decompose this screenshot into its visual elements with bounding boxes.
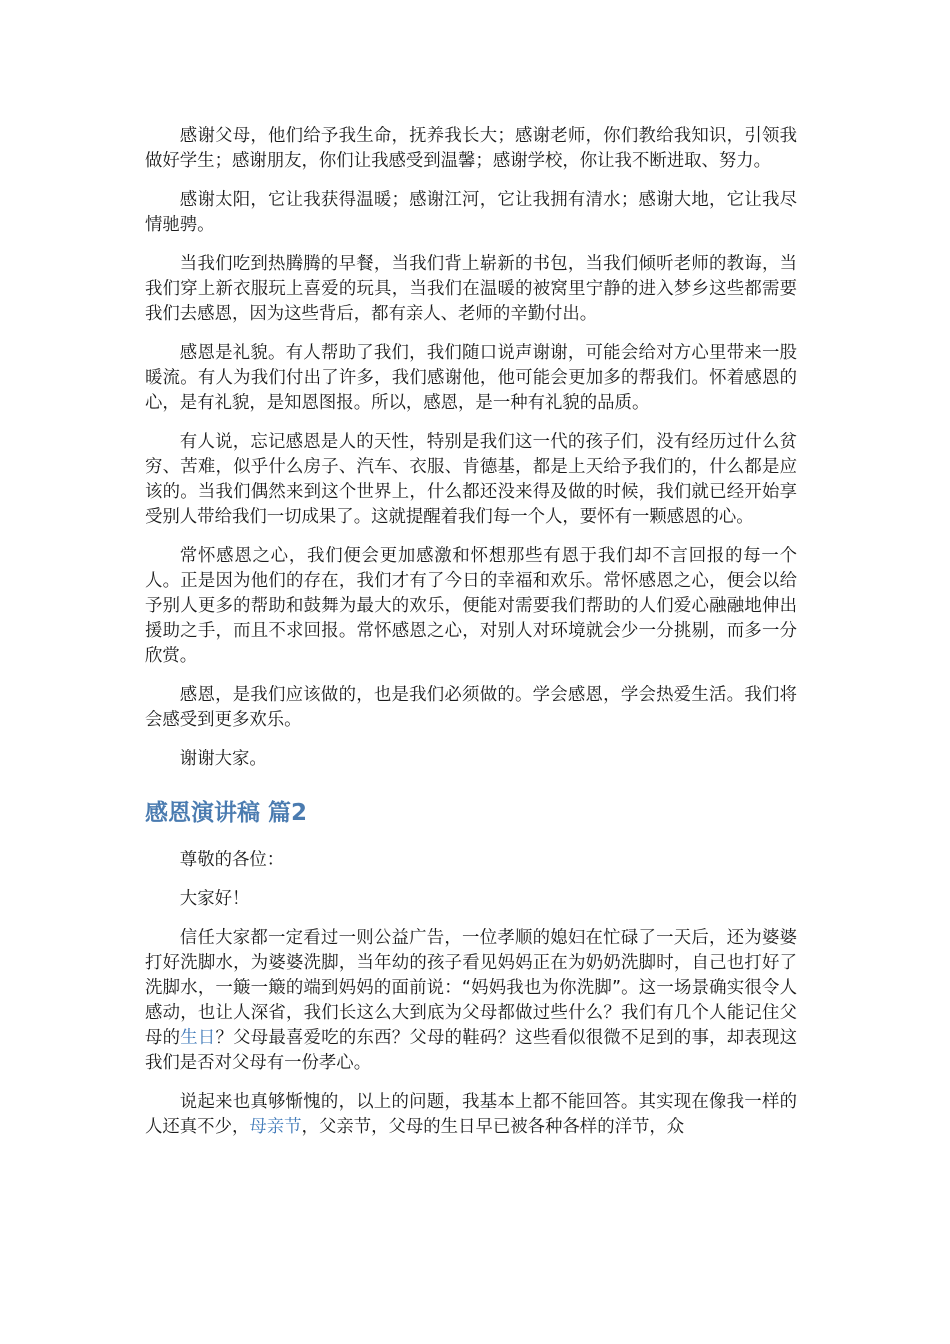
salutation: 尊敬的各位： [179, 850, 285, 870]
paragraph: 常怀感恩之心，我们便会更加感激和怀想那些有恩于我们却不言回报的每一个人。正是因为他们的存在，我们才有了今日的幸福和欢乐。常怀感恩之心，便会以给予别人更多的帮助和鼓舞为最大的欢乐，便能对需要我们帮助的人们爱心融融地伸出援助之手，而且不求回报。常怀感恩之心，对别人对环境就会少一分挑剔，而多一分欣赏。 [145, 546, 797, 666]
document-page [145, 124, 797, 1154]
paragraph [145, 1090, 797, 1140]
paragraph: 感恩是礼貌。有人帮助了我们，我们随口说声谢谢，可能会给对方心里带来一股暖流。有人为我们付出了许多，我们感谢他，他可能会更加多的帮我们。怀着感恩的心，是有礼貌，是知恩图报。所以，感恩，是一种有礼貌的品质。 [145, 343, 797, 413]
mothers-day-link[interactable]: 母亲节 [249, 1117, 302, 1137]
birthday-link[interactable]: 生日 [180, 1028, 216, 1048]
paragraph: 感谢父母，他们给予我生命，抚养我长大；感谢老师，你们教给我知识，引领我做好学生；感谢朋友，你们让我感受到温馨；感谢学校，你让我不断进取、努力。 [145, 126, 797, 171]
paragraph-text: 信任大家都一定看过一则公益广告，一位孝顺的媳妇在忙碌了一天后，还为婆婆打好洗脚水，为婆婆洗脚，当年幼的孩子看见妈妈正在为奶奶洗脚时，自己也打好了洗脚水，一簸一簸的端到妈妈的面前说：“妈妈我也为你洗脚”。这一场景确实很令人感动，也让人深省，我们长这么大到底为父母都做过些什么？我们有几个人能记住父母的 [145, 928, 797, 1048]
paragraph: 感恩，是我们应该做的，也是我们必须做的。学会感恩，学会热爱生活。我们将会感受到更多欢乐。 [145, 685, 797, 730]
greeting: 大家好！ [179, 889, 250, 909]
closing-thanks: 谢谢大家。 [179, 749, 267, 769]
paragraph-text: ，父亲节，父母的生日早已被各种各样的洋节，众 [301, 1117, 685, 1137]
paragraph: 有人说，忘记感恩是人的天性，特别是我们这一代的孩子们，没有经历过什么贫穷、苦难，似乎什么房子、汽车、衣服、肯德基，都是上天给予我们的，什么都是应该的。当我们偶然来到这个世界上，什么都还没来得及做的时候，我们就已经开始享受别人带给我们一切成果了。这就提醒着我们每一个人，要怀有一颗感恩的心。 [145, 432, 797, 527]
paragraph-text: 说起来也真够惭愧的，以上的问题，我基本上都不能回答。其实现在像我一样的人还真不少， [145, 1092, 797, 1137]
section-heading: 感恩演讲稿 篇2 [145, 800, 308, 826]
paragraph: 当我们吃到热腾腾的早餐，当我们背上崭新的书包，当我们倾听老师的教诲，当我们穿上新衣服玩上喜爱的玩具，当我们在温暖的被窝里宁静的进入梦乡这些都需要我们去感恩，因为这些背后，都有亲人、老师的辛勤付出。 [145, 254, 797, 324]
paragraph [145, 926, 797, 1076]
paragraph: 感谢太阳，它让我获得温暖；感谢江河，它让我拥有清水；感谢大地，它让我尽情驰骋。 [145, 190, 797, 235]
paragraph-text: ？父母最喜爱吃的东西？父母的鞋码？这些看似很微不足到的事，却表现这我们是否对父母有一份孝心。 [145, 1028, 797, 1073]
